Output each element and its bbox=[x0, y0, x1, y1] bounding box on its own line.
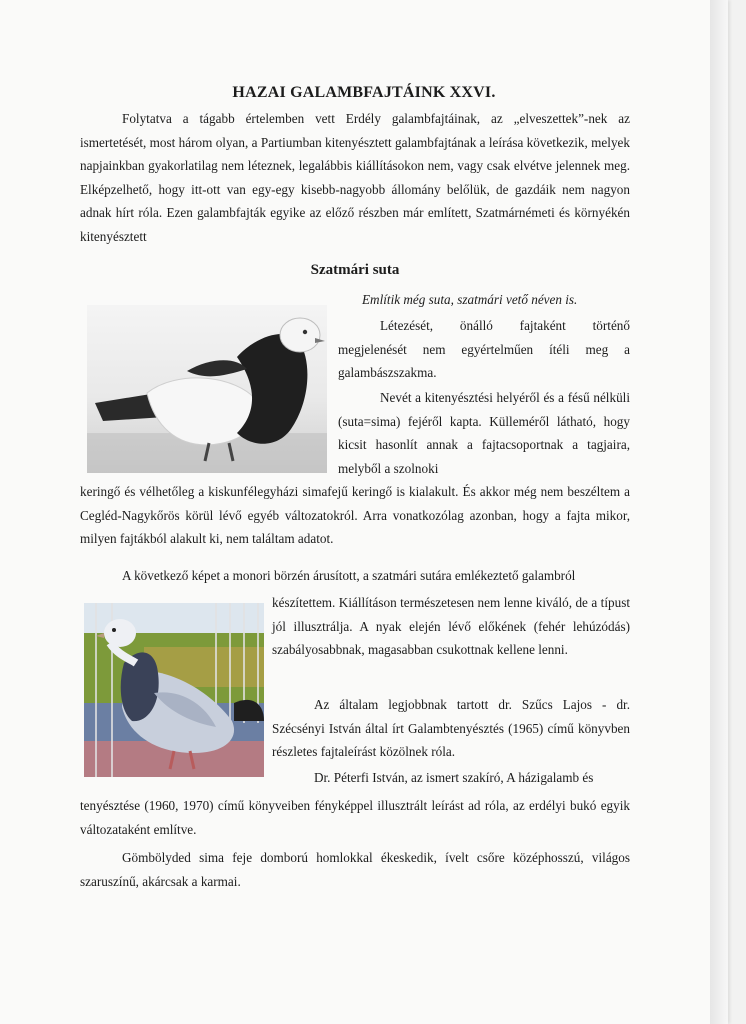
name-origin-paragraph-cont: keringő és vélhetőleg a kiskunfélegyházi simafejű keringő is kialakult. És akkor még nem beszéltem a Cegléd-Nagykőrös körül lévő egyéb változatokról. Arra vonatkozólag azonban, hogy a fajta mikor, milyen fajtákból alakult ki, nem találtam adatot. bbox=[80, 484, 630, 547]
alternative-names: Említik még suta, szatmári vető néven is. bbox=[362, 292, 578, 307]
szucs-book-paragraph: Az általam legjobbnak tartott dr. Szűcs Lajos - dr. Szécsényi István által írt Galambtenyésztés (1965) című könyvben részletes fajtaleírást közölnek róla. bbox=[272, 697, 630, 760]
section-heading: Szatmári suta bbox=[310, 262, 400, 278]
page-edge-shadow bbox=[710, 0, 728, 1024]
article-title: HAZAI GALAMBFAJTÁINK XXVI. bbox=[232, 84, 496, 101]
name-origin-paragraph: Nevét a kitenyésztési helyéről és a fésű nélküli (suta=sima) fejéről kapta. Külleméről látható, hogy kicsit hasonlít annak a fajtacsoportnak a tagjaira, melyből a szolnoki bbox=[338, 390, 630, 476]
pigeon-photo-market bbox=[84, 603, 264, 777]
existence-paragraph: Létezését, önálló fajtaként történő megjelenését nem egyértelműen ítéli meg a galambászszakma. bbox=[338, 318, 630, 381]
market-photo-paragraph-cont: készítettem. Kiállításon természetesen nem lenne kiváló, de a típust jól illusztrálja. A nyak elején lévő előkének (fehér lehúzódás) szabályosabbnak, magasabban csukottnak kellene lenni. bbox=[272, 595, 630, 658]
pigeon-photo-bw bbox=[87, 305, 327, 473]
peterfi-paragraph-start: Dr. Péterfi István, az ismert szakíró, A házigalamb és bbox=[314, 770, 594, 785]
peterfi-paragraph-cont: tenyésztése (1960, 1970) című könyveiben fényképpel illusztrált leírást ad róla, az erdélyi bukó egyik változataként említve. bbox=[80, 798, 630, 837]
intro-paragraph: Folytatva a tágabb értelemben vett Erdély galambfajtáinak, az „elveszettek”-nek az ismertetését, most három olyan, a Partiumban kitenyésztett galambfajtának a leírása következik, melyek napjainkban gyakorlatilag nem léteznek, legalábbis kiállításokon nem, vagy csak elvétve jelennek meg. Elképzelhető, hogy itt-ott van egy-egy kisebb-nagyobb állomány belőlük, de gazdáik nem nagyon adnak hírt róla. Ezen galambfajták egyike az előző részben már említett, Szatmárnémeti és környékén kitenyésztett bbox=[80, 111, 630, 244]
market-photo-paragraph: A következő képet a monori börzén árusított, a szatmári sutára emlékeztető galambról bbox=[122, 568, 576, 583]
head-description-paragraph: Gömbölyded sima feje domború homlokkal ékeskedik, ívelt csőre középhosszú, világos szaruszínű, akárcsak a karmai. bbox=[80, 850, 630, 889]
